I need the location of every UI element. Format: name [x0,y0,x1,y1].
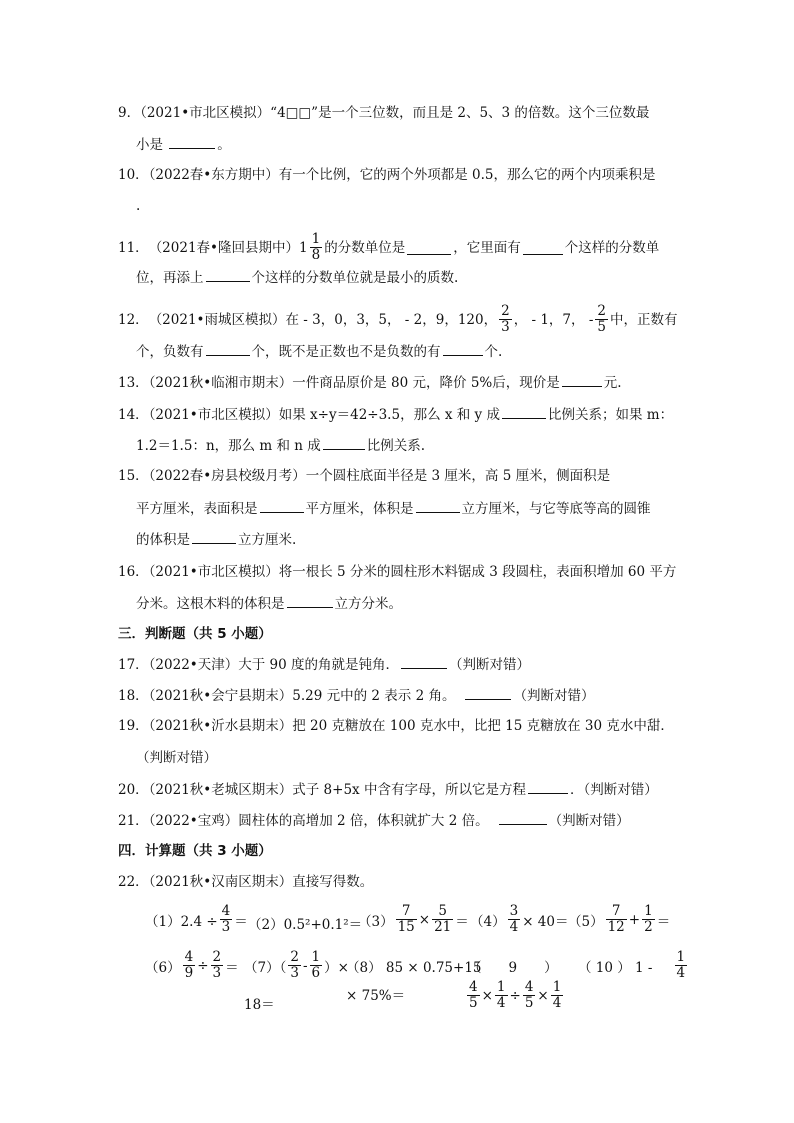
calc-text: （ 9 ） [468,960,558,976]
denominator: 5 [597,319,606,335]
question-source: （2021•市北区模拟） [148,407,279,423]
question-18 [118,686,594,705]
question-14 [118,405,673,424]
answer-blank[interactable] [562,373,602,387]
question-text: （判断对错） [513,688,595,704]
denominator: 3 [212,965,222,981]
calc-item-1 [145,904,248,935]
question-19-line2 [136,749,217,767]
denominator: 8 [311,247,321,263]
fraction [310,232,323,263]
numerator: 2 [212,949,222,965]
numerator: 2 [290,949,299,965]
question-number: 14． [118,407,149,423]
question-source: （2021秋•沂水县期末） [148,718,293,734]
question-14-line2 [136,436,425,455]
calc-text: （7）（ [244,959,287,976]
question-number: 21． [118,813,149,829]
calc-item-7-line2 [244,993,275,1013]
calc-text: （2）0.5²+0.1²＝ [248,917,363,933]
question-text: 。 [217,137,231,153]
calc-text: ＝ [656,913,671,930]
question-text: 个这样的分数单 [564,239,660,256]
fraction [642,904,655,935]
fraction [396,904,417,935]
numerator: 1 [311,231,321,247]
question-text: ．（判断对错） [569,782,658,798]
denominator: 3 [290,965,299,981]
fraction [523,980,536,1011]
calc-text: × 40＝ [522,913,569,930]
question-text: 元. [603,375,622,391]
question-source: （2021秋•会宁县期末） [148,688,293,704]
question-9 [118,104,649,122]
numerator: 1 [311,949,321,965]
calc-item-6 [145,950,239,981]
question-text: 立方厘米，与它等底等高的圆锥 [461,501,651,517]
denominator: 5 [524,995,534,1011]
calc-text: （3） [358,913,394,930]
denominator: 6 [311,965,321,981]
question-11 [118,232,659,263]
question-20 [118,780,658,799]
answer-blank[interactable] [287,594,333,608]
numerator: 2 [597,303,606,319]
question-source: （2021秋•老城区期末） [148,782,293,798]
question-source: （2022春•房县校级月考） [148,468,306,484]
question-text: 大于 90 度的角就是钝角． [238,657,400,673]
question-source: （2021•市北区模拟） [148,564,279,580]
question-text: 比例关系；如果 m： [547,407,674,423]
denominator: 4 [496,995,506,1011]
calc-text: （8） 85 × 0.75+15 [346,960,482,976]
calc-item-3 [358,904,469,935]
fraction [432,904,453,935]
question-number: 13． [118,375,149,391]
question-text: 如果 x÷y＝42÷3.5，那么 x 和 y 成 [278,407,500,423]
calc-text: ＝ [225,959,239,976]
question-text: 有一个比例，它的两个外项都是 0.5，那么它的两个内项乘积是 [278,167,656,183]
denominator: 12 [607,919,625,935]
numerator: 7 [606,904,627,920]
question-number: 15． [118,468,149,484]
question-12 [118,304,677,335]
mixed-whole: 1 [299,239,308,256]
fraction [288,950,301,981]
denominator: 9 [184,965,194,981]
mixed-number [299,232,324,263]
fraction [220,904,233,935]
answer-blank[interactable] [206,268,250,282]
numerator: 4 [469,979,478,995]
numerator: 4 [221,903,231,919]
answer-blank[interactable] [260,499,304,513]
question-15 [118,467,610,485]
calc-text: + [628,911,641,928]
fraction [211,950,224,981]
question-number: 9． [118,105,141,121]
question-16-line2 [136,594,402,613]
question-number: 17． [118,657,149,673]
numerator: 4 [184,949,194,965]
section-heading-judge: 三．判断题（共 5 小题） [118,626,272,642]
question-text: （判断对错） [548,813,630,829]
numerator: 3 [509,903,519,919]
answer-blank[interactable] [465,686,511,700]
question-16 [118,563,676,581]
answer-blank[interactable] [523,241,563,255]
numerator: 1 [552,979,562,995]
calc-text: × 75%＝ [346,988,406,1004]
calc-text: × [537,987,549,1004]
question-text: 平方厘米，体积是 [305,501,414,517]
fraction [508,904,521,935]
calc-text: （5） [568,913,604,930]
calc-text: × [481,987,493,1004]
calc-item-8 [346,956,482,976]
question-22 [118,873,373,891]
question-number: 20． [118,782,149,798]
question-source: （2022•天津） [148,657,239,673]
question-source: （2021秋•汉南区期末） [148,874,293,890]
calc-text: ＝ [455,913,469,930]
calc-item-7 [244,950,349,981]
calc-text: （6） [145,959,181,976]
question-source: （2021春•隆回县期中） [148,239,300,256]
answer-blank[interactable] [407,241,451,255]
calc-item-4 [470,904,568,935]
numerator: 5 [432,904,453,920]
question-text: 位，再添上 [136,270,204,286]
question-text: 分米。这根木料的体积是 [136,596,285,612]
answer-blank[interactable] [443,342,483,356]
denominator: 4 [509,919,519,935]
question-text: 将一根长 5 分米的圆柱形木料锯成 3 段圆柱，表面积增加 60 平方 [278,564,677,580]
answer-blank[interactable] [416,499,460,513]
question-text: 的分数单位是 [324,239,406,256]
calc-text: × [418,911,431,928]
question-12-line2 [136,342,502,361]
numerator: 1 [496,979,506,995]
denominator: 4 [676,965,686,981]
numerator: 4 [524,979,534,995]
fraction [551,980,564,1011]
question-text: （判断对错） [449,657,531,673]
question-text: 一个圆柱底面半径是 3 厘米，高 5 厘米，侧面积是 [305,468,611,484]
question-text: ， - 1，7， - [513,311,594,328]
answer-blank[interactable] [206,342,250,356]
question-text: 一件商品原价是 80 元，降价 5%后，现价是 [292,375,560,391]
question-text: （判断对错） [136,750,217,766]
section-heading-calc: 四．计算题（共 3 小题） [118,843,272,859]
question-text: ，它里面有 [453,239,521,256]
calc-text: 18＝ [244,997,275,1013]
fraction [467,980,480,1011]
calc-text: （4） [470,913,506,930]
answer-blank[interactable] [401,655,447,669]
fraction [595,304,608,335]
question-text: 5.29 元中的 2 表示 2 角。 [292,688,456,704]
question-19 [118,717,674,735]
question-10-line2 [136,197,140,215]
question-text: “4□□”是一个三位数，而且是 2、5、3 的倍数。这个三位数最 [270,105,650,121]
denominator: 5 [469,995,478,1011]
calc-item-8-line2 [346,984,405,1004]
question-11-line2 [136,268,458,287]
answer-blank[interactable] [502,405,546,419]
denominator: 3 [501,319,510,335]
question-number: 11． [118,239,149,256]
question-number: 19． [118,718,149,734]
calc-text: ÷ [509,987,521,1004]
calc-text: （1）2.4 ÷ [145,913,218,930]
calc-text: （ 10 ） 1 - [578,959,653,976]
calc-text: - [302,957,308,974]
question-text: 个，既不是正数也不是负数的有 [251,344,441,360]
calc-item-9-expr [465,980,565,1011]
denominator: 15 [397,919,415,935]
calc-text: ）× [324,959,349,976]
question-text: 个. [484,344,503,360]
question-source: （2021•雨城区模拟） [148,311,286,328]
question-text: 中，正数有 [609,311,678,328]
question-9-line2 [136,135,231,154]
question-number: 16． [118,564,149,580]
question-text: 立方厘米. [238,532,297,548]
question-number: 12． [118,311,149,328]
numerator: 2 [501,303,510,319]
question-source: （2022春•东方期中） [148,167,279,183]
fraction [183,950,196,981]
calc-text: ＝ [234,913,248,930]
question-21 [118,811,630,830]
question-17 [118,655,530,674]
question-13 [118,373,622,392]
question-text: 的体积是 [136,532,190,548]
answer-blank[interactable] [499,811,547,825]
question-text: 把 20 克糖放在 100 克水中，比把 15 克糖放在 30 克水中甜． [292,718,674,734]
calc-text: ÷ [197,957,209,974]
answer-blank[interactable] [192,530,236,544]
fraction [310,950,323,981]
calc-item-10 [578,950,689,981]
numerator: 1 [676,949,686,965]
question-text: 直接写得数。 [292,874,374,890]
question-text: 比例关系. [366,438,426,454]
question-text: 个这样的分数单位就是最小的质数. [251,270,459,286]
fraction [675,950,688,981]
denominator: 4 [552,995,562,1011]
question-text: 在 - 3，0，3，5， - 2，9，120， [285,311,498,328]
question-text: 立方分米。 [334,596,402,612]
answer-blank[interactable] [169,135,215,149]
question-15-line3 [136,530,296,549]
answer-blank[interactable] [323,436,365,450]
numerator: 7 [396,904,417,920]
answer-blank[interactable] [528,780,568,794]
question-number: 18． [118,688,149,704]
fraction [499,304,512,335]
question-text: . [136,198,141,214]
calc-item-2 [248,913,362,933]
numerator: 1 [644,903,653,919]
question-source: （2022•宝鸡） [148,813,239,829]
question-text: 圆柱体的高增加 2 倍，体积就扩大 2 倍。 [238,813,489,829]
question-10 [118,166,656,184]
denominator: 21 [434,919,452,935]
question-15-line2 [136,499,651,518]
fraction [606,904,627,935]
question-number: 10． [118,167,149,183]
question-text: 平方厘米，表面积是 [136,501,258,517]
question-source: （2021•市北区模拟） [140,105,271,121]
denominator: 2 [644,919,653,935]
question-source: （2021秋•临湘市期末） [148,375,293,391]
question-text: 1.2＝1.5：n，那么 m 和 n 成 [136,438,321,454]
question-text: 式子 8+5x 中含有字母，所以它是方程 [292,782,526,798]
question-number: 22． [118,874,149,890]
calc-item-9 [468,956,558,976]
calc-item-5 [568,904,670,935]
question-text: 小是 [136,137,163,153]
fraction [495,980,508,1011]
question-text: 个，负数有 [136,344,204,360]
denominator: 3 [221,919,231,935]
